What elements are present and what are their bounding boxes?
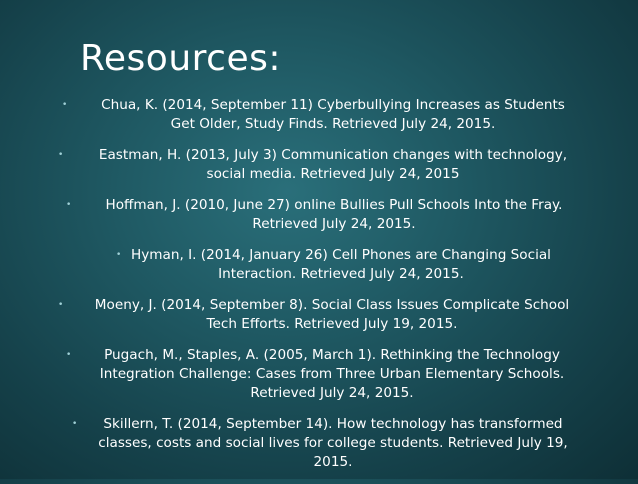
reference-item bbox=[0, 296, 638, 334]
reference-line: Get Older, Study Finds. Retrieved July 24, 2015. bbox=[170, 116, 496, 132]
bullet-icon: • bbox=[66, 200, 72, 210]
reference-line: Eastman, H. (2013, July 3) Communication changes with technology, bbox=[98, 147, 568, 163]
reference-line: Moeny, J. (2014, September 8). Social Class Issues Complicate School bbox=[94, 297, 570, 313]
reference-item bbox=[0, 196, 638, 234]
reference-line: Skillern, T. (2014, September 14). How technology has transformed bbox=[103, 416, 563, 432]
bullet-icon: • bbox=[58, 150, 64, 160]
reference-item bbox=[0, 146, 638, 184]
bullet-icon: • bbox=[66, 350, 72, 360]
reference-line: Integration Challenge: Cases from Three Urban Elementary Schools. bbox=[99, 366, 565, 382]
reference-item bbox=[0, 415, 638, 472]
reference-item bbox=[0, 96, 638, 134]
reference-item bbox=[0, 246, 638, 284]
reference-line: Hoffman, J. (2010, June 27) online Bullies Pull Schools Into the Fray. bbox=[105, 197, 563, 213]
reference-line: Chua, K. (2014, September 11) Cyberbullying Increases as Students bbox=[101, 97, 565, 113]
reference-line: classes, costs and social lives for college students. Retrieved July 19, bbox=[98, 435, 568, 451]
reference-line: Tech Efforts. Retrieved July 19, 2015. bbox=[206, 316, 458, 332]
bullet-icon: • bbox=[116, 250, 122, 260]
bullet-icon: • bbox=[58, 300, 64, 310]
reference-line: Hyman, I. (2014, January 26) Cell Phones are Changing Social bbox=[131, 247, 551, 263]
bullet-icon: • bbox=[72, 419, 78, 429]
reference-line: 2015. bbox=[313, 454, 353, 470]
reference-line: Retrieved July 24, 2015. bbox=[252, 216, 416, 232]
reference-line: social media. Retrieved July 24, 2015 bbox=[206, 166, 460, 182]
slide-title: Resources: bbox=[80, 38, 281, 79]
reference-line: Interaction. Retrieved July 24, 2015. bbox=[218, 266, 464, 282]
references-list bbox=[0, 96, 638, 484]
reference-item bbox=[0, 346, 638, 403]
reference-line: Pugach, M., Staples, A. (2005, March 1). Rethinking the Technology bbox=[104, 347, 560, 363]
reference-line: Retrieved July 24, 2015. bbox=[250, 385, 414, 401]
bullet-icon: • bbox=[62, 100, 68, 110]
